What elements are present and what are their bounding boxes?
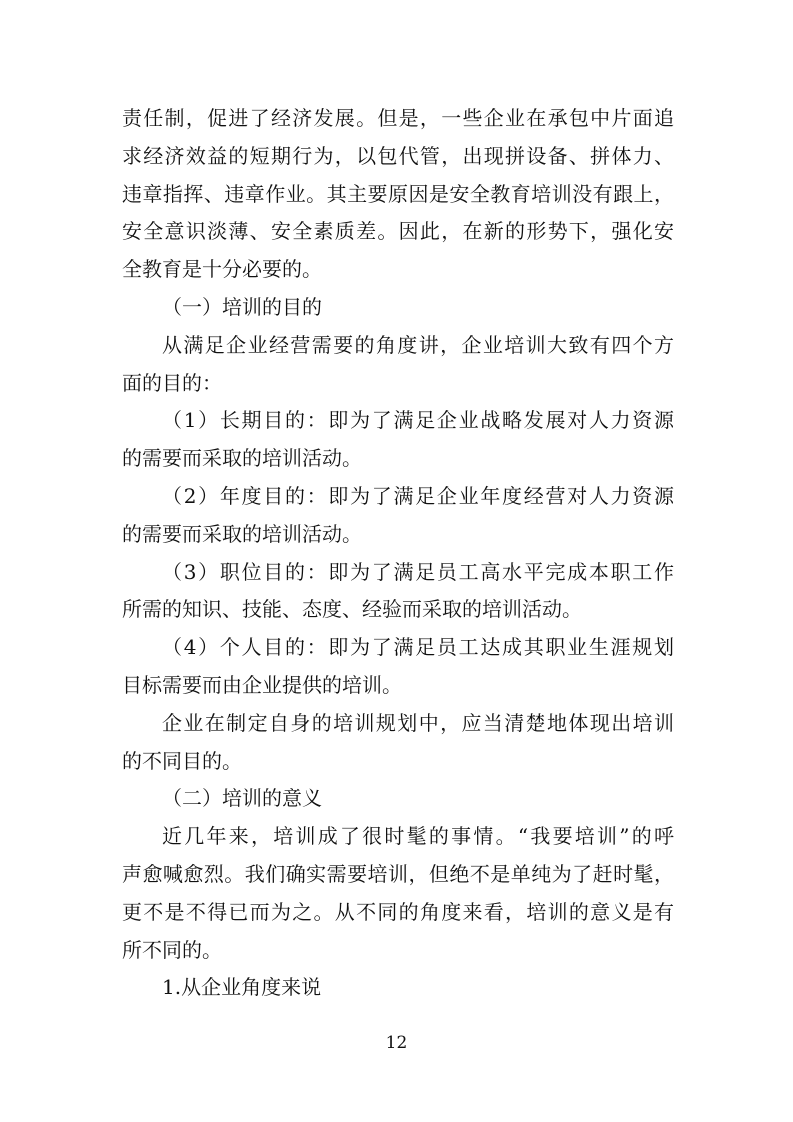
text-line: 责任制，促进了经济发展。但是，一些企业在承包中片面追 (122, 106, 674, 130)
section-heading: （二）培训的意义 (162, 786, 322, 811)
text-line: 安全意识淡薄、安全素质差。因此，在新的形势下，强化安 (122, 219, 674, 244)
text-line: 更不是不得已而为之。从不同的角度来看，培训的意义是有 (122, 899, 674, 924)
subsection-heading: 1.从企业角度来说 (162, 975, 322, 1000)
section-heading: （一）培训的目的 (162, 294, 322, 319)
text-line: 所不同的。 (122, 937, 222, 962)
text-line: 从满足企业经营需要的角度讲，企业培训大致有四个方 (162, 332, 674, 357)
text-line: 声愈喊愈烈。我们确实需要培训，但绝不是单纯为了赶时髦， (122, 861, 674, 886)
page-number: 12 (385, 1033, 408, 1053)
body-text (122, 100, 674, 1007)
text-line: 的需要而采取的培训活动。 (122, 446, 362, 471)
text-line: 目标需要而由企业提供的培训。 (122, 672, 402, 697)
text-line: 近几年来，培训成了很时髦的事情。“我要培训”的呼 (162, 824, 674, 849)
text-line: 的不同目的。 (122, 748, 242, 773)
text-line: 全教育是十分必要的。 (122, 257, 322, 282)
text-line: 的需要而采取的培训活动。 (122, 521, 362, 546)
text-line: 求经济效益的短期行为，以包代管，出现拼设备、拼体力、 (122, 143, 674, 168)
list-item: （2）年度目的：即为了满足企业年度经营对人力资源 (162, 483, 674, 508)
text-line: 所需的知识、技能、态度、经验而采取的培训活动。 (122, 597, 582, 622)
text-line: 违章指挥、违章作业。其主要原因是安全教育培训没有跟上， (122, 181, 674, 206)
text-line: 企业在制定自身的培训规划中，应当清楚地体现出培训 (162, 710, 674, 735)
list-item: （4）个人目的：即为了满足员工达成其职业生涯规划 (162, 635, 674, 660)
list-item: （1）长期目的：即为了满足企业战略发展对人力资源 (162, 408, 674, 433)
text-line: 面的目的： (122, 370, 222, 395)
list-item: （3）职位目的：即为了满足员工高水平完成本职工作 (162, 559, 674, 584)
